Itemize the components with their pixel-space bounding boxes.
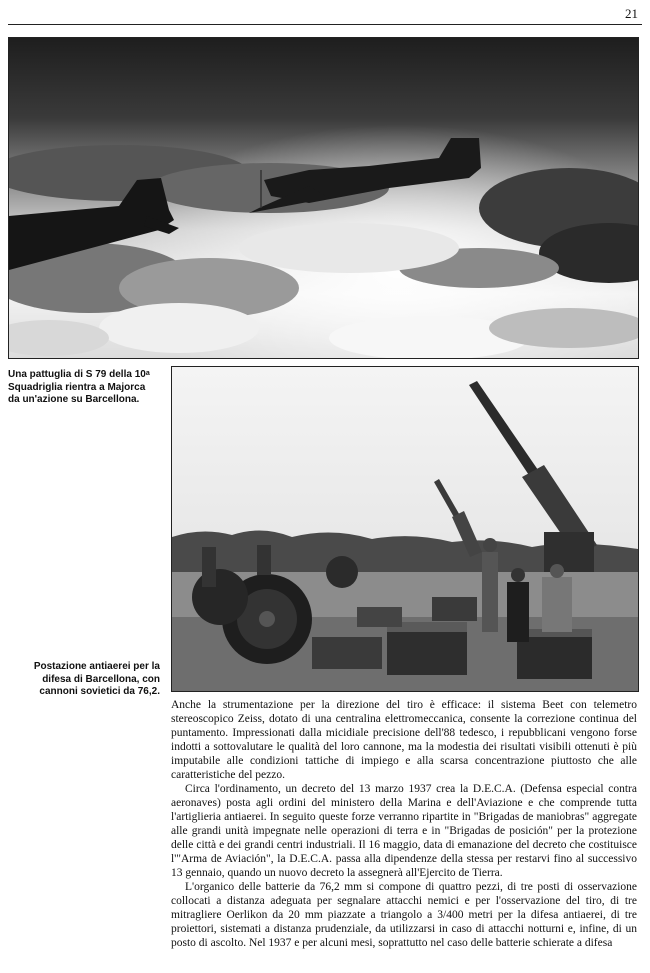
bombers-photo-image	[9, 38, 638, 358]
header-rule	[8, 24, 642, 25]
bombers-photo	[8, 37, 639, 359]
paragraph-3: L'organico delle batterie da 76,2 mm si compone di quattro pezzi, di tre posti di osservazione collocati a distanza adeguata per segnalare attacchi nemici e per l'osservazione del tiro, di tre mitragliere Oerlikon da 20 mm piazzate a triangolo a 3/400 metri per la difesa antiaerei, di tre proiettori, sistemati a distanza prudenziale, da utilizzarsi in caso di attacchi notturni e, infine, di un posto di ascolto. Nel 1937 e per alcuni mesi, soprattutto nel caso delle batterie schierate a difesa	[171, 881, 637, 949]
bombers-caption-text-b: Squadriglia rientra a Majorca da un'azione su Barcellona.	[8, 381, 146, 405]
bombers-caption-superscript: a	[145, 370, 150, 377]
paragraph-1: Anche la strumentazione per la direzione del tiro è efficace: il sistema Beet con telemetro stereoscopico Zeiss, dotato di una centralina elettromeccanica, consente la correzione continua del puntamento. Impressionati dalla micidiale precisione dell'88 tedesco, i repubblicani vengono forse indotti a sottovalutare le qualità del loro cannone, ma la modestia dei risultati visibili ottenuti è più imputabile alle condizioni tattiche di impiego e alla scarsa concentrazione piuttosto che alle caratteristiche del pezzo.	[171, 699, 637, 781]
article-body	[171, 698, 637, 950]
aa-guns-photo	[171, 366, 639, 692]
aa-guns-caption: Postazione antiaerei per la difesa di Barcellona, con cannoni sovietici da 76,2.	[33, 661, 160, 697]
bombers-caption	[8, 369, 158, 407]
page-number: 21	[625, 6, 638, 21]
bombers-caption-text-a: Una pattuglia di S 79 della 10	[8, 369, 146, 380]
paragraph-2: Circa l'ordinamento, un decreto del 13 marzo 1937 crea la D.E.C.A. (Defensa especial contra aeronaves) posta agli ordini del ministero della Marina e dell'Aviazione e che comprende tutta l'artiglieria antiaerei. In seguito queste forze verranno ripartite in "Brigadas de maniobras" aggregate alle grandi unità impegnate nelle operazioni di terra e in "Brigadas de posición" per la protezione delle città e dei grandi centri industriali. Il 16 maggio, data di emanazione del decreto che costituisce l'"Arma de Aviación", la D.E.C.A. passa alla dipendenze della stessa per restarvi fino al successivo 13 gennaio, quando un nuovo decreto la assegnerà all'Ejercito de Tierra.	[171, 783, 637, 879]
aa-guns-photo-image	[172, 367, 638, 691]
